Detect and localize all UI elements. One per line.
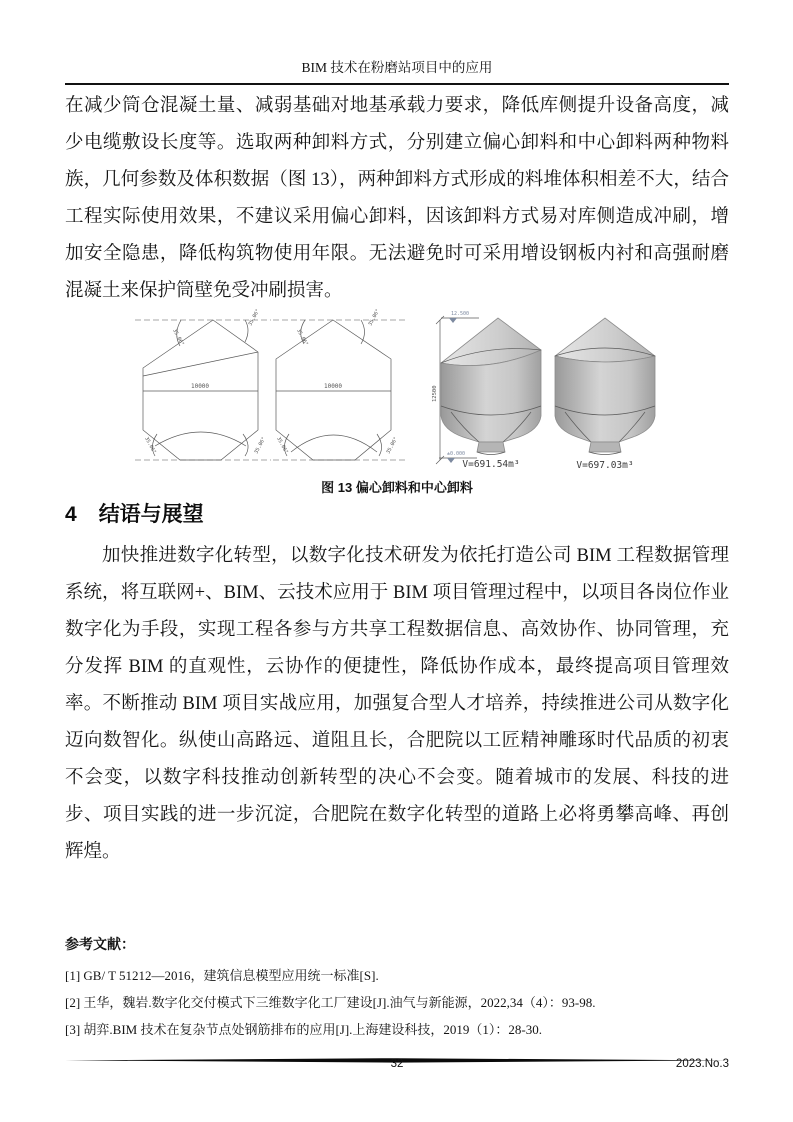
running-head: BIM 技术在粉磨站项目中的应用	[301, 60, 493, 75]
figure-13	[133, 306, 663, 472]
volume-label-eccentric: V=691.54m³	[462, 459, 520, 470]
section-number: 4	[65, 503, 77, 526]
angle-label: 35.06°	[295, 328, 310, 347]
footer	[65, 1058, 729, 1074]
header-rule	[65, 83, 729, 85]
paragraph-1: 在减少筒仓混凝土量、减弱基础对地基承载力要求，降低库侧提升设备高度，减少电缆敷设长度等。选取两种卸料方式，分别建立偏心卸料和中心卸料两种物料族，几何参数及体积数据（图 13），两种卸料方式形成的料堆体积相差不大，结合工程实际使用效果，不建议采用偏心卸料，因该卸料方式易对库侧造成冲刷，增加安全隐患，降低构筑物使用年限。无法避免时可采用增设钢板内衬和高强耐磨混凝土来保护筒壁免受冲刷损害。	[65, 96, 729, 301]
figure-caption: 图 13 偏心卸料和中心卸料	[321, 480, 473, 495]
silo-3d-eccentric	[441, 318, 541, 470]
silo-3d-center	[555, 318, 655, 471]
level-bottom-label: ±0.000	[447, 451, 466, 457]
width-dim-label: 10000	[190, 383, 210, 390]
reference-item: [2] 王华，魏岩.数字化交付模式下三维数字化工厂建设[J].油气与新能源，2022,34（4）：93-98.	[65, 995, 596, 1010]
volume-label-center: V=697.03m³	[576, 460, 634, 471]
reference-item: [1] GB/ T 51212—2016，建筑信息模型应用统一标准[S].	[65, 968, 379, 983]
footer-rule	[65, 1050, 729, 1055]
angle-label: 35.06°	[171, 328, 186, 347]
section-title: 结语与展望	[98, 503, 204, 526]
level-top-label: 12.500	[451, 311, 470, 317]
angle-label: 35.06°	[143, 436, 158, 455]
angle-label: 35.06°	[367, 308, 382, 327]
width-dim-label: 10000	[323, 383, 343, 390]
reference-item: [3] 胡弈.BIM 技术在复杂节点处钢筋排布的应用[J].上海建设科技，2019（1）：28-30.	[65, 1022, 543, 1037]
references-title: 参考文献：	[65, 936, 135, 952]
height-dim-label: 12500	[432, 385, 438, 402]
silo-drawings-image	[133, 306, 663, 472]
drawing-eccentric-2d	[135, 308, 271, 460]
section-heading	[65, 498, 729, 528]
drawing-center-2d	[273, 308, 405, 460]
references-section	[65, 934, 729, 1043]
issue-label: 2023.No.3	[675, 1058, 729, 1070]
angle-label: 35.06°	[253, 436, 268, 455]
angle-label: 35.06°	[275, 436, 290, 455]
paragraph-2: 加快推进数字化转型，以数字化技术研发为依托打造公司 BIM 工程数据管理系统，将互联网+、BIM、云技术应用于 BIM 项目管理过程中，以项目各岗位作业数字化为手段，实现工程各参与方共享工程数据信息、高效协作、协同管理，充分发挥 BIM 的直观性，云协作的便捷性，降低协作成本，最终提高项目管理效率。不断推动 BIM 项目实战应用，加强复合型人才培养，持续推进公司从数字化迈向数智化。纵使山高路远、道阻且长，合肥院以工匠精神雕琢时代品质的初衷不会变，以数字科技推动创新转型的决心不会变。随着城市的发展、科技的进步、项目实践的进一步沉淀，合肥院在数字化转型的道路上必将勇攀高峰、再创辉煌。	[65, 546, 729, 862]
page-number: 32	[390, 1058, 404, 1070]
angle-label: 35.06°	[247, 308, 262, 327]
angle-label: 35.06°	[385, 436, 400, 455]
